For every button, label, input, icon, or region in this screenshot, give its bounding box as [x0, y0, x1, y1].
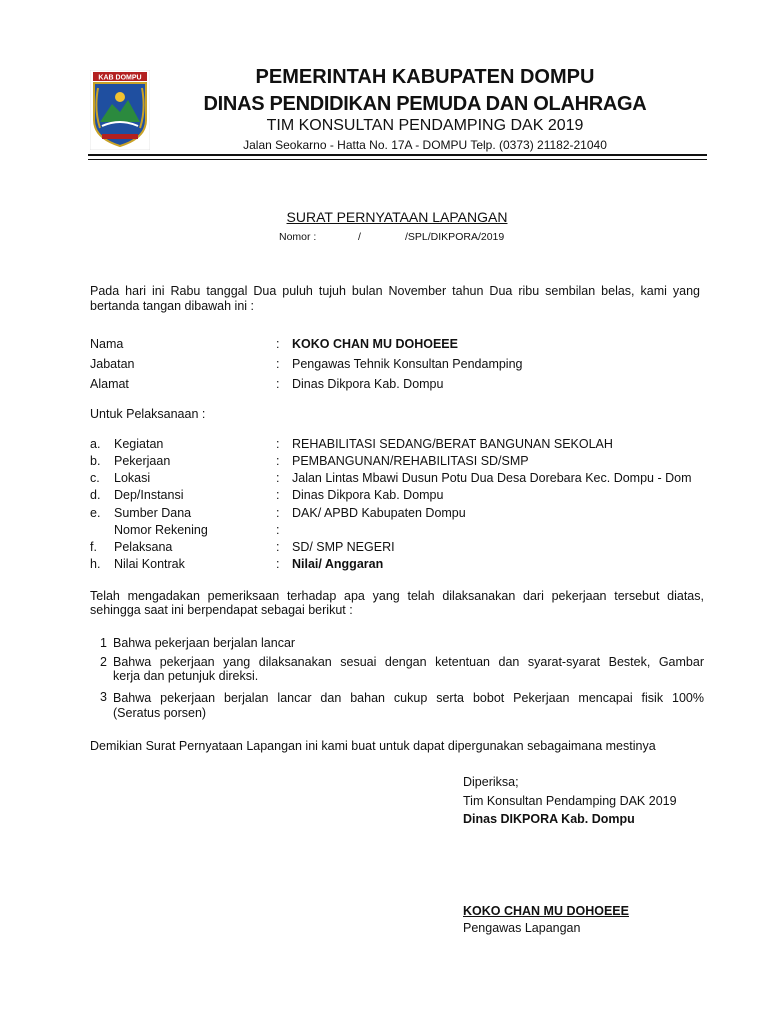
- identity-colon: :: [276, 337, 280, 351]
- detail-colon: :: [276, 471, 280, 485]
- detail-value: Nilai/ Anggaran: [292, 557, 384, 571]
- signature-office: Dinas DIKPORA Kab. Dompu: [463, 812, 635, 826]
- point-text-continued: (Seratus porsen): [113, 706, 207, 720]
- point-text: Bahwa pekerjaan berjalan lancar dan bahan cukup serta bobot Pekerjaan mencapai fisik 100%: [113, 691, 704, 705]
- detail-value: Dinas Dikpora Kab. Dompu: [292, 488, 444, 502]
- identity-label: Jabatan: [90, 357, 135, 371]
- detail-label: Pelaksana: [114, 540, 173, 554]
- detail-value: PEMBANGUNAN/REHABILITASI SD/SMP: [292, 454, 529, 468]
- point-text: Bahwa pekerjaan berjalan lancar: [113, 636, 296, 650]
- point-text: Bahwa pekerjaan yang dilaksanakan sesuai dengan ketentuan dan syarat-syarat Bestek, Gambar: [113, 655, 704, 669]
- untuk-pelaksanaan-label: Untuk Pelaksanaan :: [90, 407, 206, 421]
- nomor-separator: /: [358, 231, 361, 243]
- intro-line-2: bertanda tangan dibawah ini :: [90, 299, 255, 313]
- detail-label: Lokasi: [114, 471, 151, 485]
- header-address: Jalan Seokarno - Hatta No. 17A - DOMPU Telp. (0373) 21182-21040: [243, 138, 607, 152]
- detail-letter: d.: [90, 488, 101, 502]
- header-divider-thick: [88, 154, 707, 156]
- detail-letter: f.: [90, 540, 97, 554]
- point-number: 1: [100, 636, 107, 650]
- detail-letter: e.: [90, 506, 101, 520]
- detail-label: Nilai Kontrak: [114, 557, 185, 571]
- identity-address-value: Dinas Dikpora Kab. Dompu: [292, 377, 444, 391]
- header-department: DINAS PENDIDIKAN PEMUDA DAN OLAHRAGA: [203, 93, 647, 115]
- detail-value: Jalan Lintas Mbawi Dusun Potu Dua Desa Dorebara Kec. Dompu - Dom: [292, 471, 692, 485]
- signature-checked-label: Diperiksa;: [463, 775, 519, 789]
- detail-colon: :: [276, 454, 280, 468]
- logo-text: KAB DOMPU: [98, 74, 142, 82]
- detail-letter: b.: [90, 454, 101, 468]
- header-divider-thin: [88, 159, 707, 160]
- identity-label: Nama: [90, 337, 124, 351]
- signature-team: Tim Konsultan Pendamping DAK 2019: [463, 794, 677, 808]
- review-line-1: Telah mengadakan pemeriksaan terhadap apa yang telah dilaksanakan dari pekerjaan tersebut diatas,: [90, 589, 704, 603]
- detail-colon: :: [276, 488, 280, 502]
- identity-position-value: Pengawas Tehnik Konsultan Pendamping: [292, 357, 523, 371]
- signature-role: Pengawas Lapangan: [463, 921, 581, 935]
- header-team: TIM KONSULTAN PENDAMPING DAK 2019: [266, 117, 584, 134]
- detail-letter: c.: [90, 471, 100, 485]
- signature-name: KOKO CHAN MU DOHOEEE: [463, 904, 629, 918]
- point-number: 3: [100, 690, 107, 704]
- point-text-continued: kerja dan petunjuk direksi.: [113, 669, 259, 683]
- detail-colon: :: [276, 540, 280, 554]
- identity-colon: :: [276, 357, 280, 371]
- document-title: SURAT PERNYATAAN LAPANGAN: [286, 209, 508, 225]
- detail-value: REHABILITASI SEDANG/BERAT BANGUNAN SEKOLAH: [292, 437, 613, 451]
- detail-value: DAK/ APBD Kabupaten Dompu: [292, 506, 466, 520]
- detail-colon: :: [276, 506, 280, 520]
- detail-label: Nomor Rekening: [114, 523, 208, 537]
- detail-colon: :: [276, 437, 280, 451]
- nomor-label: Nomor :: [279, 231, 317, 243]
- identity-colon: :: [276, 377, 280, 391]
- identity-name-value: KOKO CHAN MU DOHOEEE: [292, 337, 458, 351]
- detail-letter: a.: [90, 437, 101, 451]
- detail-label: Sumber Dana: [114, 506, 192, 520]
- detail-label: Dep/Instansi: [114, 488, 184, 502]
- detail-colon: :: [276, 557, 280, 571]
- identity-label: Alamat: [90, 377, 129, 391]
- detail-letter: h.: [90, 557, 101, 571]
- closing-statement: Demikian Surat Pernyataan Lapangan ini kami buat untuk dapat dipergunakan sebagaimana mestinya: [90, 739, 656, 753]
- header-government: PEMERINTAH KABUPATEN DOMPU: [255, 66, 595, 88]
- nomor-suffix: /SPL/DIKPORA/2019: [405, 231, 505, 243]
- detail-value: SD/ SMP NEGERI: [292, 540, 395, 554]
- review-line-2: sehingga saat ini berpendapat sebagai berikut :: [90, 603, 353, 617]
- detail-label: Pekerjaan: [114, 454, 171, 468]
- point-number: 2: [100, 655, 107, 669]
- detail-label: Kegiatan: [114, 437, 164, 451]
- detail-colon: :: [276, 523, 280, 537]
- intro-line-1: Pada hari ini Rabu tanggal Dua puluh tujuh bulan November tahun Dua ribu sembilan belas, kami yang: [90, 284, 700, 298]
